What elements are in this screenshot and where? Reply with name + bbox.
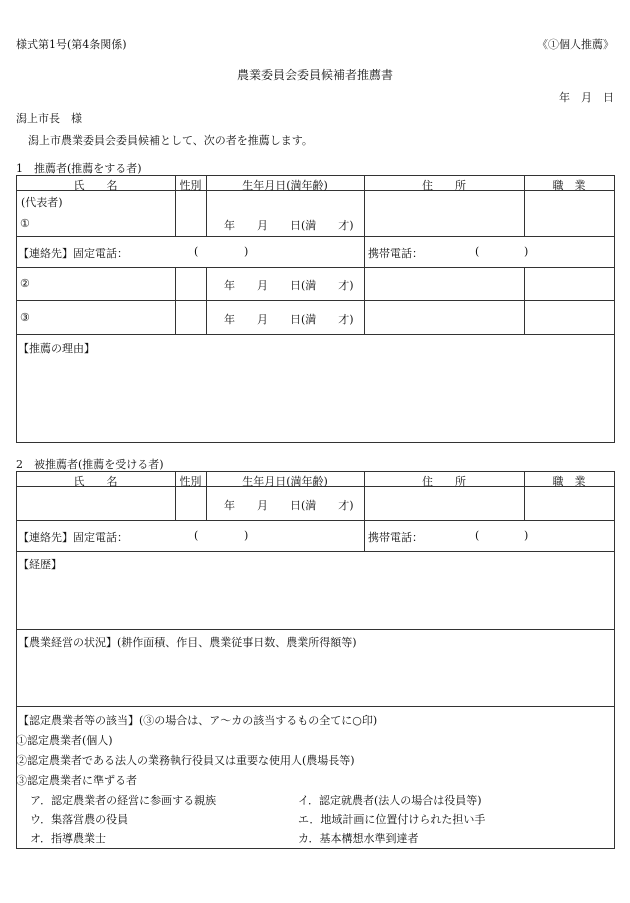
sub-item-a: ア．認定農業者の経営に参画する親族: [30, 794, 217, 807]
form-number: 様式第1号(第4条関係): [16, 38, 127, 51]
nominee-contact-label: 【連絡先】固定電話：: [18, 531, 128, 544]
addressee: 潟上市長 様: [16, 112, 82, 125]
col-sex-header: 性別: [179, 179, 202, 192]
date-field: 年 月 日: [559, 91, 614, 104]
form-type-label: 《①個人推薦》: [537, 38, 614, 51]
reason-label: 【推薦の理由】: [18, 342, 95, 355]
birth-template-3: 年 月 日(満 才): [224, 313, 354, 326]
mobile-paren-open: (: [475, 245, 480, 258]
birth-template-2: 年 月 日(満 才): [224, 279, 354, 292]
col2-birth-header: 生年月日(満年齢): [242, 475, 328, 488]
col-job-header: 職 業: [552, 179, 586, 192]
col2-job-header: 職 業: [552, 475, 586, 488]
representative-label: (代表者): [21, 196, 63, 209]
nominee-mobile-label: 携帯電話：: [368, 531, 423, 544]
nominee-mobile-paren-close: ): [524, 529, 529, 542]
cert-item-1: ①認定農業者(個人): [16, 734, 113, 747]
section1-heading: 1 推薦者(推薦をする者): [16, 162, 142, 175]
birth-template-1: 年 月 日(満 才): [224, 219, 354, 232]
nominee-phone-paren-close: ): [244, 529, 249, 542]
col-birth-header: 生年月日(満年齢): [242, 179, 328, 192]
nominee-mobile-paren-open: (: [475, 529, 480, 542]
mobile-paren-close: ): [524, 245, 529, 258]
cert-item-3: ③認定農業者に準ずる者: [16, 774, 137, 787]
cert-item-2: ②認定農業者である法人の業務執行役員又は重要な使用人(農場長等): [16, 754, 355, 767]
nominee-birth-template: 年 月 日(満 才): [224, 499, 354, 512]
farm-status-label: 【農業経営の状況】(耕作面積、作目、農業従事日数、農業所得額等): [18, 636, 357, 649]
mobile-label: 携帯電話：: [368, 247, 423, 260]
row-number-2: ②: [20, 277, 30, 290]
col2-address-header: 住 所: [422, 475, 466, 488]
row-number-1: ①: [20, 217, 30, 230]
row-number-3: ③: [20, 311, 30, 324]
col2-name-header: 氏 名: [73, 475, 118, 488]
intro-text: 潟上市農業委員会委員候補として、次の者を推薦します。: [28, 134, 313, 147]
sub-item-i: イ．認定就農者(法人の場合は役員等): [298, 794, 482, 807]
career-label: 【経歴】: [18, 558, 62, 571]
col2-sex-header: 性別: [179, 475, 202, 488]
phone-paren-close: ): [244, 245, 249, 258]
phone-paren-open: (: [194, 245, 199, 258]
page-title: 農業委員会委員候補者推薦書: [236, 68, 393, 82]
sub-item-u: ウ．集落営農の役員: [30, 813, 129, 826]
sub-item-e: エ．地域計画に位置付けられた担い手: [298, 813, 486, 826]
nominee-phone-paren-open: (: [194, 529, 199, 542]
sub-item-ka: カ．基本構想水準到達者: [298, 832, 419, 845]
contact-label: 【連絡先】固定電話：: [18, 247, 128, 260]
col-name-header: 氏 名: [73, 179, 118, 192]
certification-label: 【認定農業者等の該当】(③の場合は、ア～カの該当するもの全てに○印): [18, 714, 378, 727]
col-address-header: 住 所: [422, 179, 466, 192]
sub-item-o: オ．指導農業士: [30, 832, 107, 845]
section2-heading: 2 被推薦者(推薦を受ける者): [16, 458, 164, 471]
